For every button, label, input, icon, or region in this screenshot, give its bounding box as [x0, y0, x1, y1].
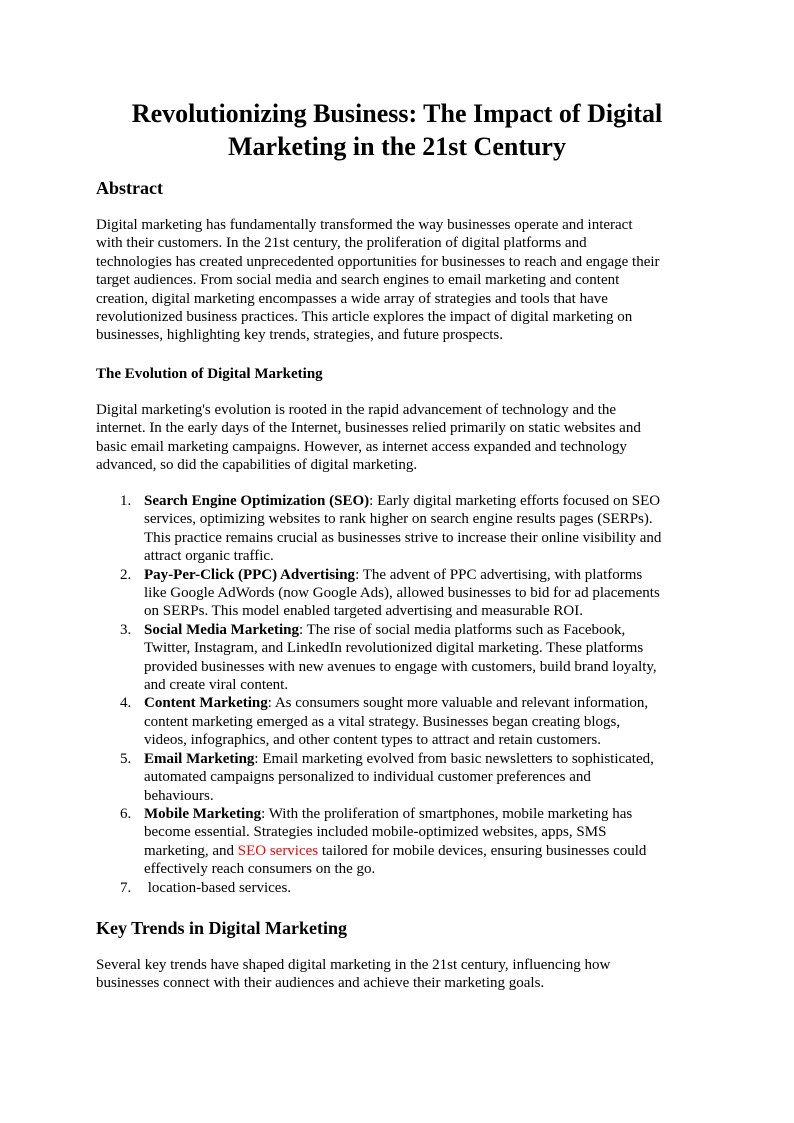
list-term: Search Engine Optimization (SEO)	[144, 493, 370, 509]
list-item	[96, 694, 702, 749]
abstract-heading: Abstract	[96, 178, 163, 198]
list-item-first-line	[144, 694, 702, 712]
list-text: like Google AdWords (now Google Ads), allowed businesses to bid for ad placements	[144, 585, 660, 602]
evolution-list	[96, 492, 702, 897]
list-item-first-line	[144, 492, 702, 510]
list-item-link-line	[144, 842, 702, 860]
list-text: Twitter, Instagram, and LinkedIn revolutionized digital marketing. These platforms	[144, 640, 644, 657]
list-text: automated campaigns personalized to individual customer preferences and	[144, 769, 591, 786]
list-item	[96, 750, 702, 805]
abstract-line: revolutionized business practices. This article explores the impact of digital marketing on	[96, 309, 633, 326]
abstract-paragraph	[96, 216, 702, 345]
title-line-1: Revolutionizing Business: The Impact of Digital	[131, 99, 663, 128]
title-line-2: Marketing in the 21st Century	[228, 132, 566, 161]
list-term: Social Media Marketing	[144, 621, 299, 638]
trends-line: Several key trends have shaped digital marketing in the 21st century, influencing how	[96, 957, 611, 973]
list-text: : Early digital marketing efforts focused on SEO	[369, 493, 661, 509]
abstract-line: businesses, highlighting key trends, strategies, and future prospects.	[96, 327, 504, 344]
list-text: become essential. Strategies included mobile-optimized websites, apps, SMS	[144, 824, 607, 841]
list-text: attract organic traffic.	[144, 548, 274, 565]
list-text: videos, infographics, and other content types to attract and retain customers.	[144, 732, 601, 749]
list-item	[96, 492, 702, 566]
list-text: on SERPs. This model enabled targeted advertising and measurable ROI.	[144, 603, 583, 620]
list-text: : With the proliferation of smartphones, mobile marketing has	[261, 805, 633, 822]
list-text: provided businesses with new avenues to engage with customers, build brand loyalty,	[144, 658, 657, 675]
seo-services-link[interactable]: SEO services	[237, 842, 319, 859]
abstract-line: creation, digital marketing encompasses a wide array of strategies and tools that have	[96, 290, 608, 307]
list-number: 1.	[120, 493, 132, 509]
list-text: : Email marketing evolved from basic newsletters to sophisticated,	[254, 750, 654, 767]
list-item	[96, 879, 702, 897]
list-item-first-line	[144, 805, 702, 823]
evolution-line: advanced, so did the capabilities of digital marketing.	[96, 457, 418, 474]
list-text: and create viral content.	[144, 677, 289, 694]
list-item-first-line	[144, 750, 702, 768]
abstract-line: Digital marketing has fundamentally transformed the way businesses operate and interact	[96, 217, 633, 233]
list-text: marketing, and	[144, 842, 238, 859]
evolution-line: basic email marketing campaigns. However, as internet access expanded and technology	[96, 438, 627, 455]
abstract-line: technologies has created unprecedented opportunities for businesses to reach and engage their	[96, 253, 660, 270]
list-item	[96, 805, 702, 879]
list-number: 6.	[120, 805, 132, 822]
list-number: 4.	[120, 695, 132, 712]
list-text: : As consumers sought more valuable and relevant information,	[267, 695, 649, 712]
list-term: Pay-Per-Click (PPC) Advertising	[144, 566, 356, 583]
evolution-line: Digital marketing's evolution is rooted in the rapid advancement of technology and the	[96, 402, 617, 418]
evolution-heading: The Evolution of Digital Marketing	[96, 366, 323, 382]
list-number: 5.	[120, 750, 132, 767]
list-term: Mobile Marketing	[144, 805, 262, 822]
abstract-line: target audiences. From social media and search engines to email marketing and content	[96, 272, 620, 289]
list-text: tailored for mobile devices, ensuring businesses could	[318, 842, 647, 859]
list-text: effectively reach consumers on the go.	[144, 861, 376, 878]
list-text: services, optimizing websites to rank higher on search engine results pages (SERPs).	[144, 511, 653, 528]
list-text: behaviours.	[144, 787, 214, 804]
list-term: Email Marketing	[144, 750, 255, 767]
list-text: This practice remains crucial as businesses strive to increase their online visibility and	[144, 529, 662, 546]
page-title	[96, 97, 698, 163]
evolution-line: internet. In the early days of the Internet, businesses relied primarily on static websites and	[96, 420, 641, 437]
list-term: Content Marketing	[144, 695, 268, 712]
trends-heading: Key Trends in Digital Marketing	[96, 918, 348, 938]
list-number: 2.	[120, 566, 132, 583]
list-item	[96, 621, 702, 695]
list-text: : The advent of PPC advertising, with platforms	[355, 566, 643, 583]
evolution-paragraph	[96, 401, 702, 475]
trends-line: businesses connect with their audiences and achieve their marketing goals.	[96, 975, 545, 992]
list-item-first-line	[144, 621, 702, 639]
trends-paragraph	[96, 956, 702, 993]
list-number: 7.	[120, 879, 132, 896]
list-number: 3.	[120, 621, 132, 638]
abstract-line: with their customers. In the 21st century, the proliferation of digital platforms and	[96, 235, 587, 252]
list-text: : The rise of social media platforms such as Facebook,	[298, 621, 626, 638]
list-item-first-line	[144, 566, 702, 584]
list-text: content marketing emerged as a vital strategy. Businesses began creating blogs,	[144, 713, 621, 730]
list-item	[96, 566, 702, 621]
list-text: location-based services.	[144, 879, 292, 896]
